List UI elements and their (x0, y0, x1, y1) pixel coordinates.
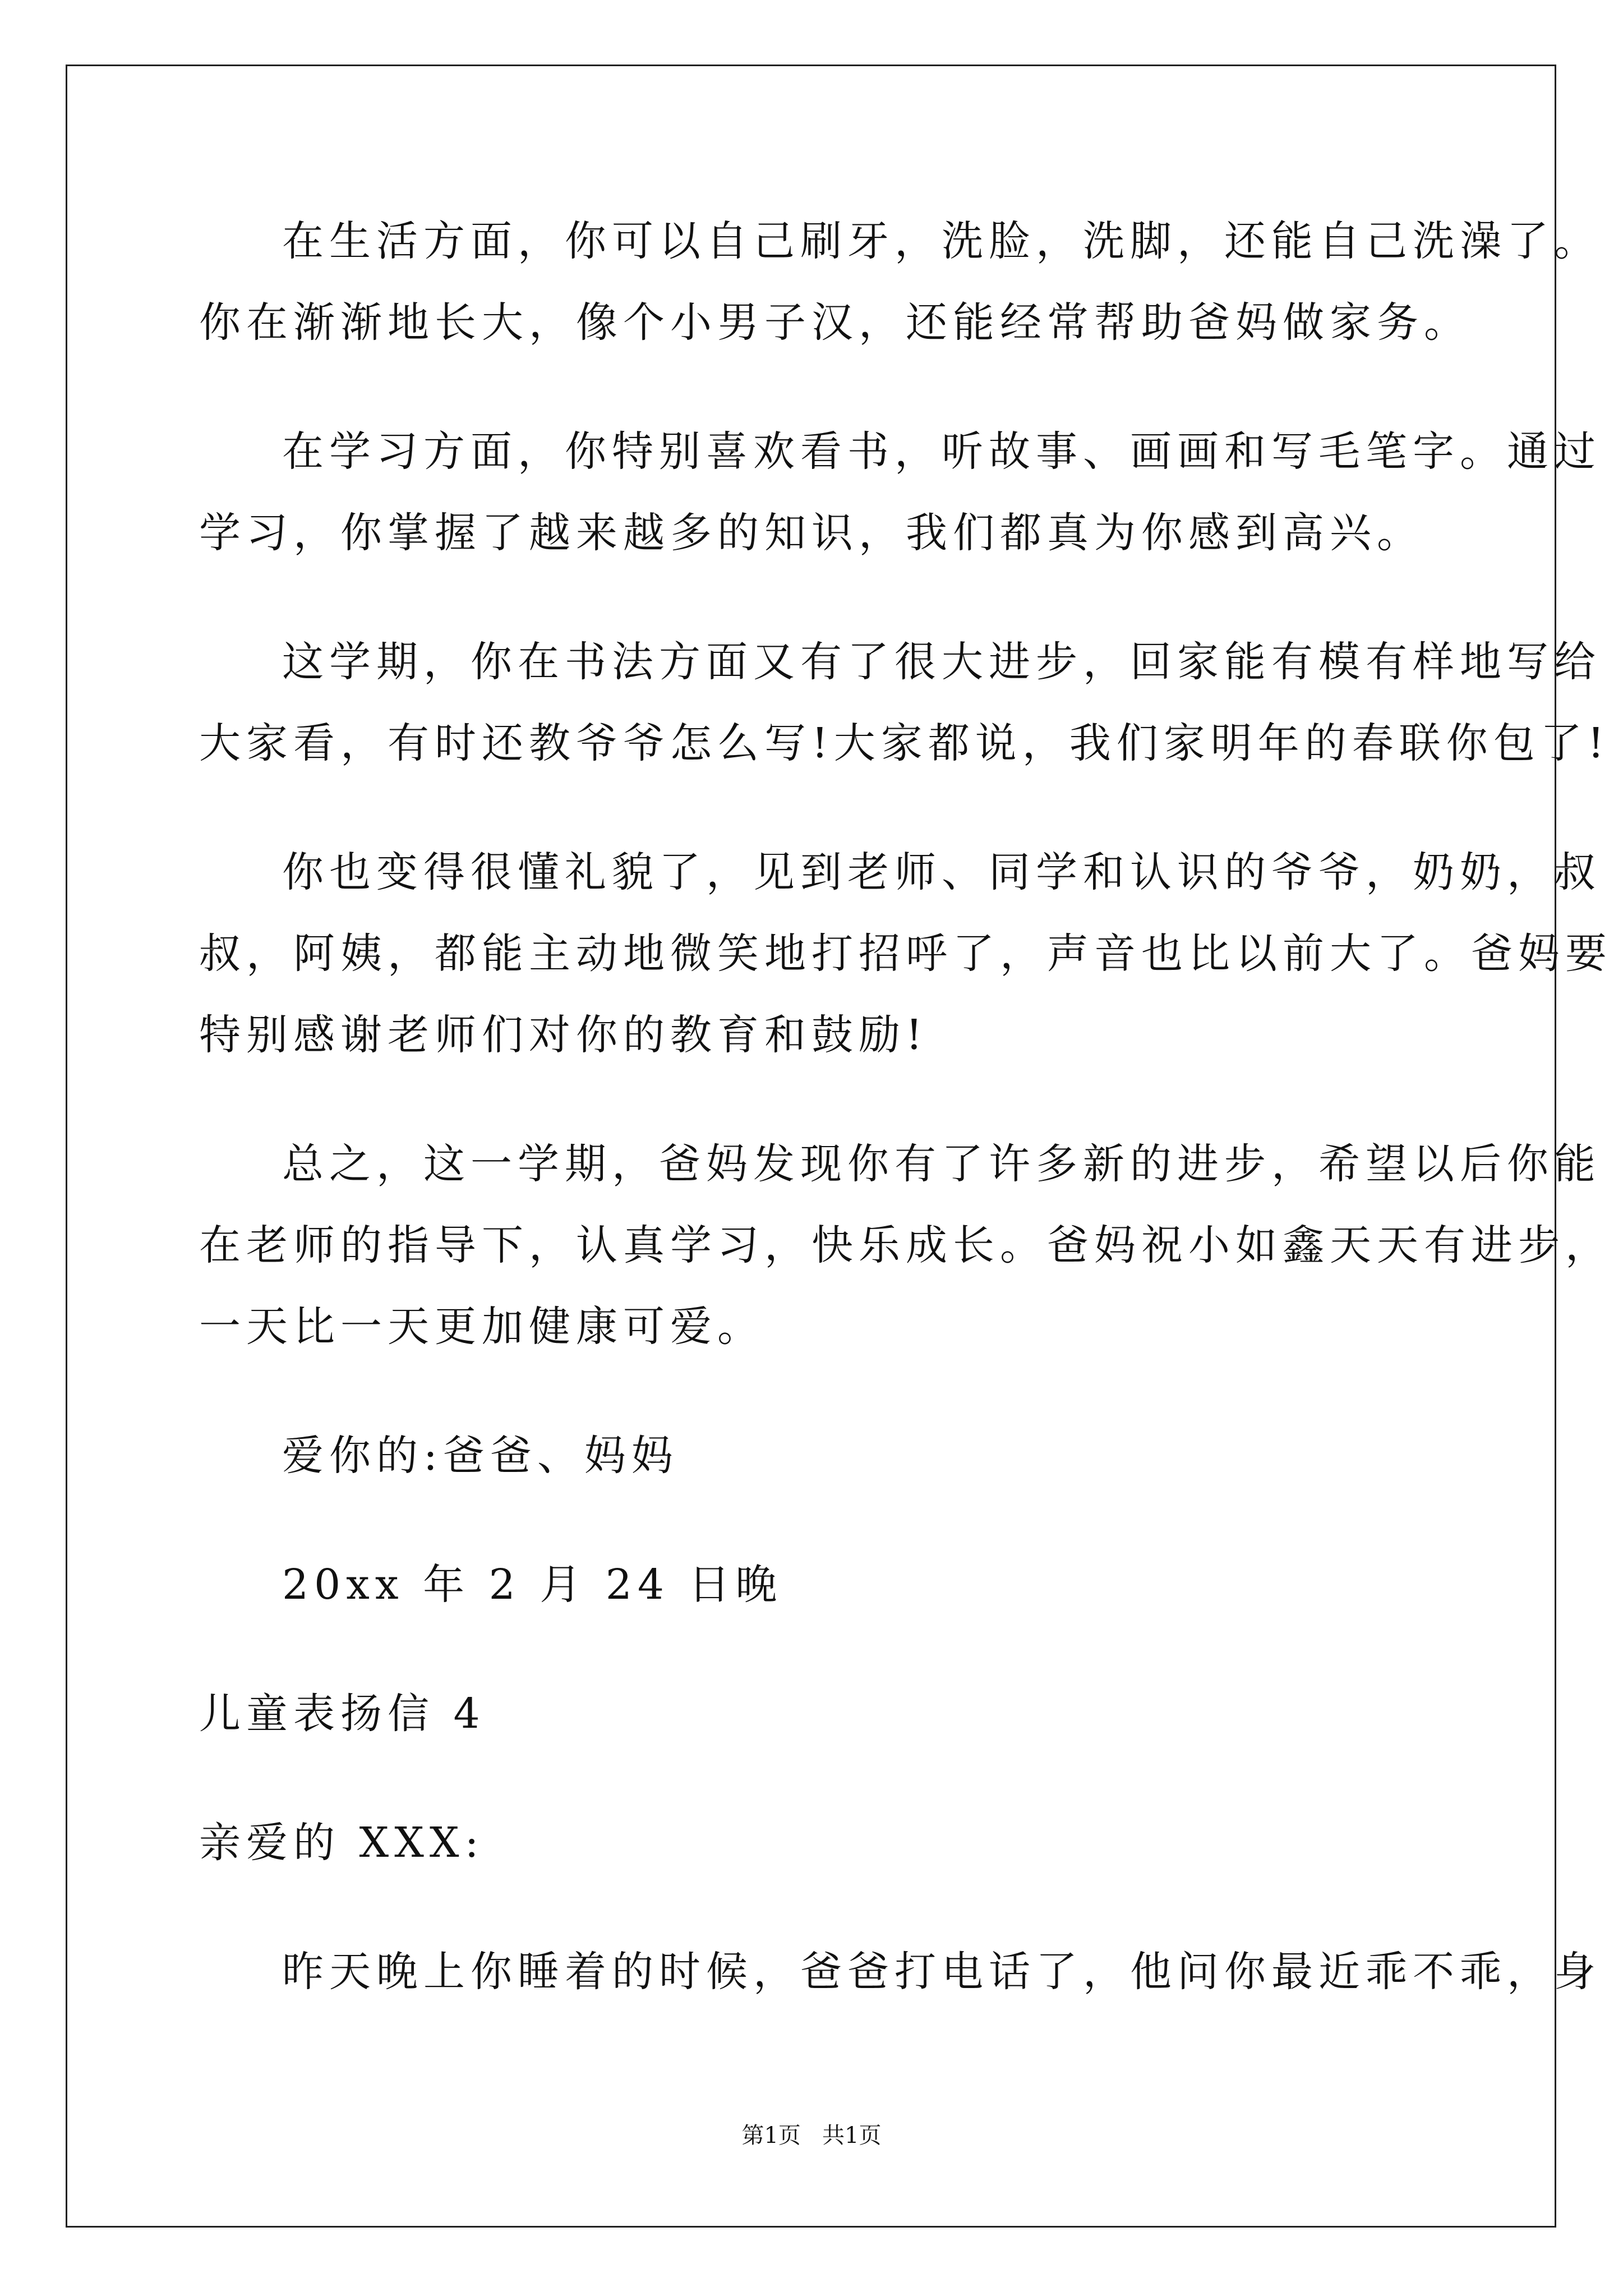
paragraph-line: 昨天晚上你睡着的时候，爸爸打电话了，他问你最近乖不乖，身 (282, 1948, 1601, 1996)
page-footer: 第1页 共1页 (741, 2123, 882, 2148)
paragraph-line: 这学期，你在书法方面又有了很大进步，回家能有模有样地写给 (282, 638, 1601, 686)
paragraph-line: 一天比一天更加健康可爱。 (199, 1303, 764, 1351)
paragraph-line: 在生活方面，你可以自己刷牙，洗脸，洗脚，还能自己洗澡了。 (282, 217, 1601, 265)
paragraph-line: 学习，你掌握了越来越多的知识，我们都真为你感到高兴。 (199, 509, 1424, 557)
paragraph-line: 你也变得很懂礼貌了，见到老师、同学和认识的爷爷，奶奶，叔 (282, 848, 1601, 896)
paragraph-line: 在老师的指导下，认真学习，快乐成长。爸妈祝小如鑫天天有进步， (199, 1221, 1612, 1269)
salutation: 亲爱的 XXX: (199, 1819, 485, 1867)
paragraph-line: 大家看，有时还教爷爷怎么写!大家都说，我们家明年的春联你包了! (199, 719, 1610, 767)
paragraph-line: 在学习方面，你特别喜欢看书，听故事、画画和写毛笔字。通过 (282, 427, 1601, 476)
paragraph-line: 叔，阿姨，都能主动地微笑地打招呼了，声音也比以前大了。爸妈要 (199, 930, 1612, 978)
paragraph-line: 你在渐渐地长大，像个小男子汉，还能经常帮助爸妈做家务。 (199, 298, 1471, 347)
paragraph-line: 特别感谢老师们对你的教育和鼓励! (199, 1011, 928, 1059)
signature: 爱你的:爸爸、妈妈 (282, 1432, 679, 1480)
letter-title: 儿童表扬信 4 (199, 1690, 486, 1738)
paragraph-line: 总之，这一学期，爸妈发现你有了许多新的进步，希望以后你能 (282, 1140, 1601, 1188)
letter-date: 20xx 年 2 月 24 日晚 (282, 1561, 783, 1609)
